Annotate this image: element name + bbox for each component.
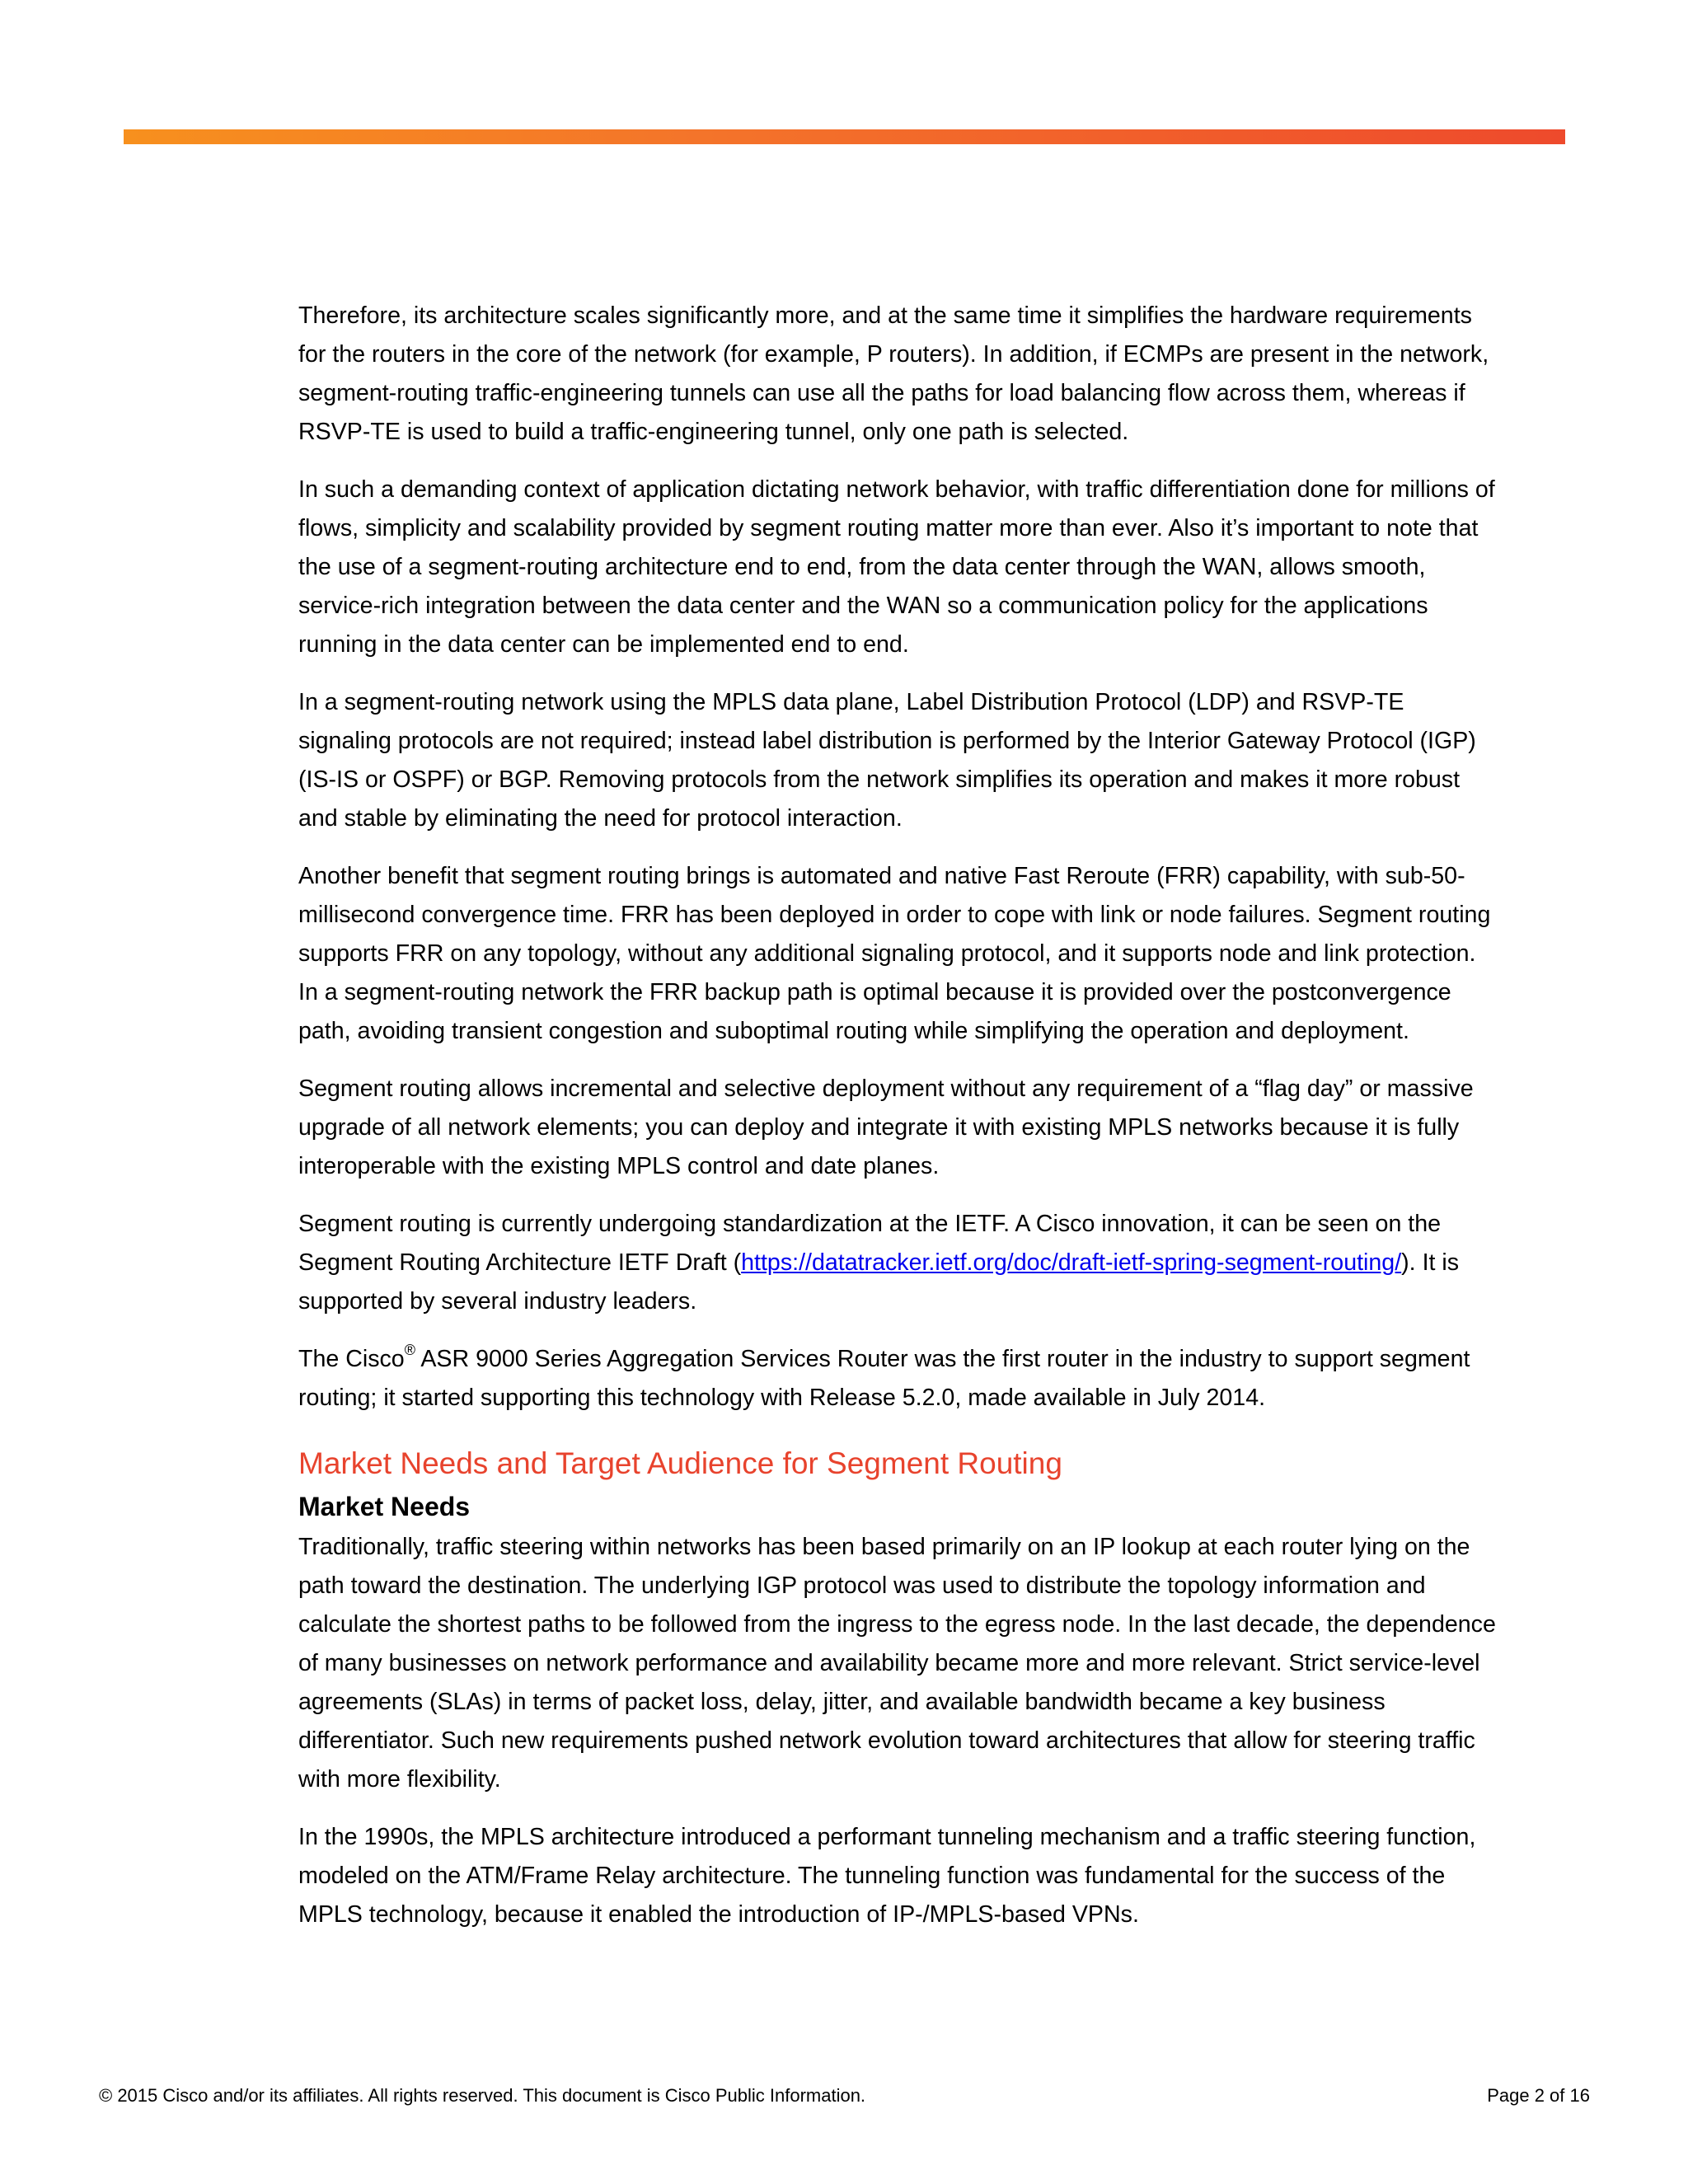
footer-page-number: Page 2 of 16 (1487, 2085, 1590, 2106)
footer-copyright: © 2015 Cisco and/or its affiliates. All rights reserved. This document is Cisco Public Information. (99, 2085, 866, 2106)
document-body (298, 297, 1568, 1953)
paragraph-asr9000 (298, 1340, 1568, 1418)
asr9000-text-start: The Cisco (298, 1346, 405, 1372)
paragraph-incremental-deployment: Segment routing allows incremental and selective deployment without any requirement of a “flag day” or massive upgrade of all network elements; you can deploy and integrate it with existing MPLS networks because it is fully interoperable with the existing MPLS control and date planes. (298, 1076, 1474, 1179)
paragraph-demanding-context: In such a demanding context of application dictating network behavior, with traffic differentiation done for millions of flows, simplicity and scalability provided by segment routing matter more than ever. Also it’s important to note that the use of a segment-routing architecture end to end, from the data center through the WAN, allows smooth, service-rich integration between the data center and the WAN so a communication policy for the applications running in the data center can be implemented end to end. (298, 476, 1495, 658)
paragraph-standardization (298, 1205, 1568, 1321)
standardization-text-start: Segment routing is currently undergoing standardization at the IETF. A Cisco innovation, it can be seen on the Segment Routing Architecture IETF Draft ( (298, 1211, 1442, 1276)
registered-mark: ® (404, 1342, 415, 1358)
section-heading: Market Needs and Target Audience for Segment Routing (298, 1446, 1062, 1480)
ietf-draft-link[interactable]: https://datatracker.ietf.org/doc/draft-ietf-spring-segment-routing/ (741, 1249, 1402, 1276)
paragraph-fast-reroute: Another benefit that segment routing brings is automated and native Fast Reroute (FRR) capability, with sub-50- millisecond convergence time. FRR has been deployed in order to cope with link or node failures. Segment routing supports FRR on any topology, without any additional signaling protocol, and it supports node and link protection. In a segment-routing network the FRR backup path is optimal because it is provided over the postconvergence path, avoiding transient congestion and suboptimal routing while simplifying the operation and deployment. (298, 863, 1491, 1044)
paragraph-mpls-1990s: In the 1990s, the MPLS architecture introduced a performant tunneling mechanism and a traffic steering function, modeled on the ATM/Frame Relay architecture. The tunneling function was fundamental for the success of the MPLS technology, because it enabled the introduction of IP-/MPLS-based VPNs. (298, 1824, 1476, 1928)
paragraph-mpls-data-plane: In a segment-routing network using the MPLS data plane, Label Distribution Protocol (LDP) and RSVP-TE signaling protocols are not required; instead label distribution is performed by the Interior Gateway Protocol (IGP) (IS-IS or OSPF) or BGP. Removing protocols from the network simplifies its operation and makes it more robust and stable by eliminating the need for protocol interaction. (298, 689, 1476, 832)
header-accent-bar (124, 129, 1565, 144)
asr9000-text-end: ASR 9000 Series Aggregation Services Router was the first router in the industry to support segment routing; it started supporting this technology with Release 5.2.0, made available in July 2014. (298, 1346, 1470, 1411)
subsection-heading: Market Needs (298, 1492, 471, 1521)
paragraph-architecture-scaling: Therefore, its architecture scales significantly more, and at the same time it simplifies the hardware requirements for the routers in the core of the network (for example, P routers). In addition, if ECMPs are present in the network, segment-routing traffic-engineering tunnels can use all the paths for load balancing flow across them, whereas if RSVP-TE is used to build a traffic-engineering tunnel, only one path is selected. (298, 302, 1489, 445)
paragraph-traffic-steering: Traditionally, traffic steering within networks has been based primarily on an IP lookup at each router lying on the path toward the destination. The underlying IGP protocol was used to distribute the topology information and calculate the shortest paths to be followed from the ingress to the egress node. In the last decade, the dependence of many businesses on network performance and availability became more and more relevant. Strict service-level agreements (SLAs) in terms of packet loss, delay, jitter, and available bandwidth became a key business differentiator. Such new requirements pushed network evolution toward architectures that allow for steering traffic with more flexibility. (298, 1534, 1496, 1793)
standardization-text-end: ). It is supported by several industry leaders. (298, 1249, 1460, 1315)
